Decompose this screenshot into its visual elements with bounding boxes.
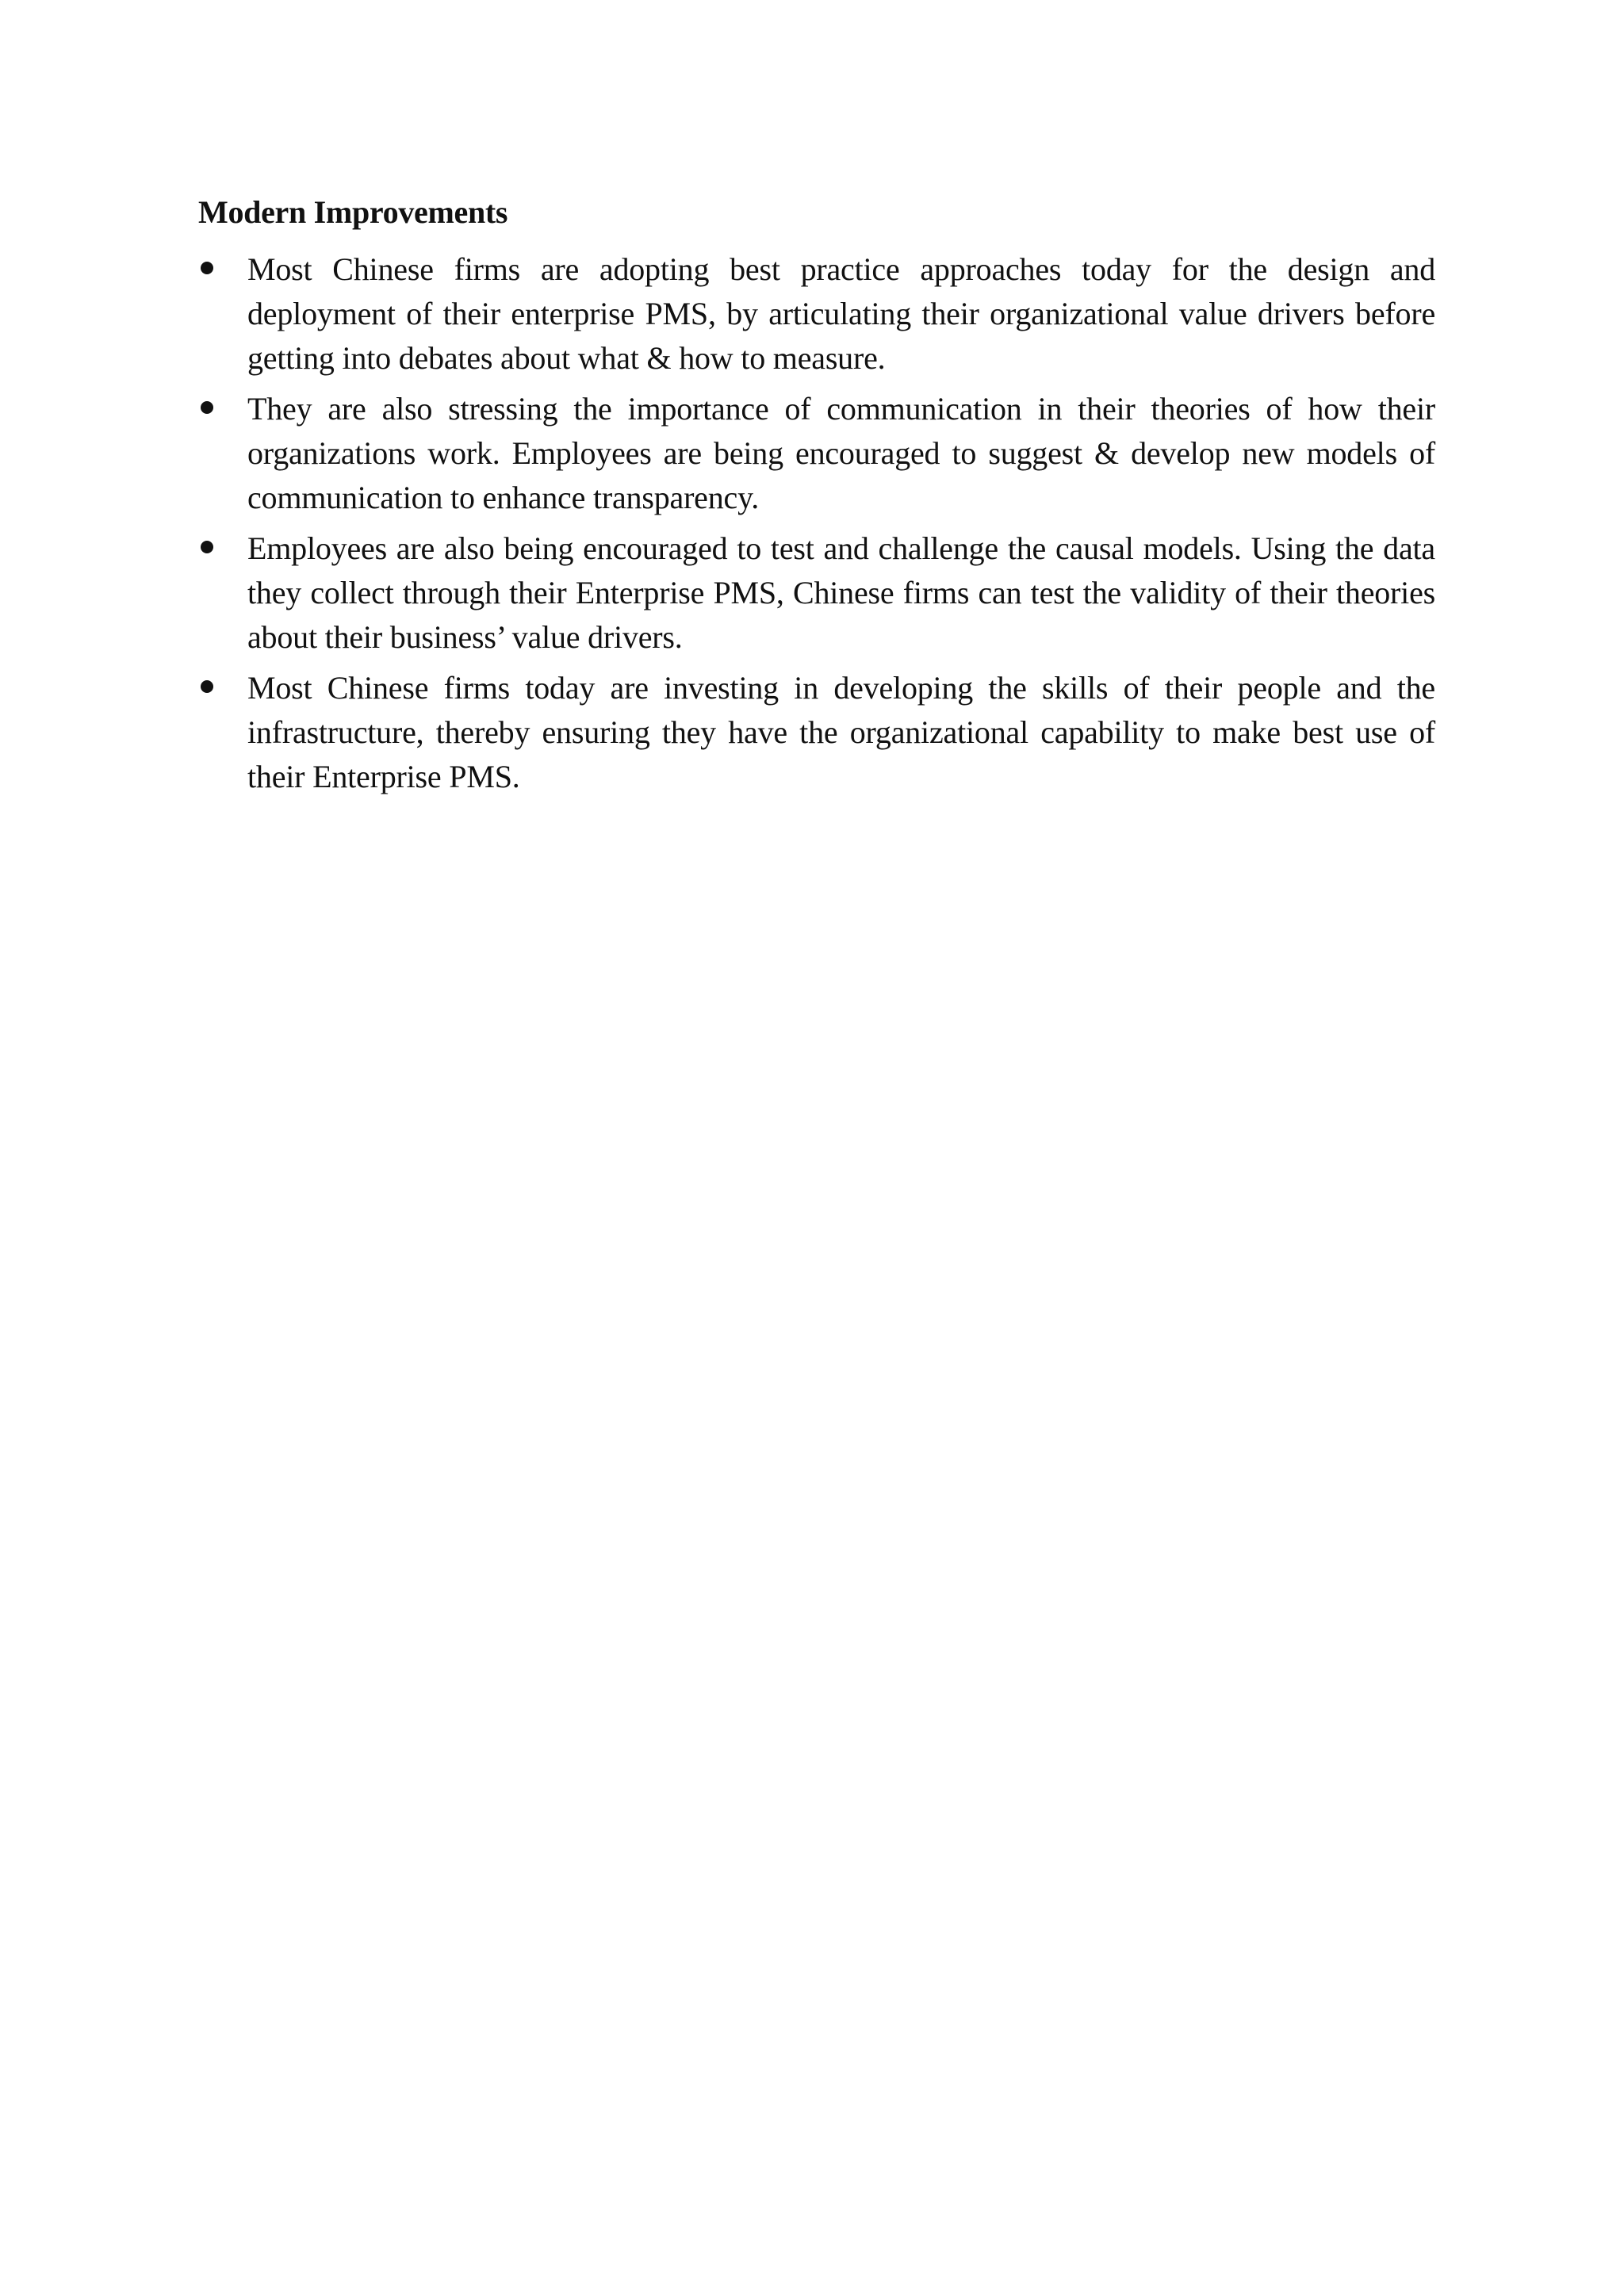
bullet-item [198, 387, 1435, 520]
section-heading: Modern Improvements [198, 194, 508, 230]
bullet-dot-icon [201, 541, 213, 553]
bullet-item [198, 247, 1435, 381]
bullet-item [198, 666, 1435, 799]
bullet-text: Most Chinese firms today are investing in developing the skills of their people and the infrastructure, thereby ensuring they have the organizational capability to make best use of their Enterprise PMS. [247, 670, 1435, 794]
bullet-text: They are also stressing the importance of communication in their theories of how their organizations work. Employees are being encouraged to suggest & develop new models of communication to enhance transparency. [247, 391, 1435, 515]
bullet-dot-icon [201, 262, 213, 274]
bullet-list [198, 247, 1435, 799]
bullet-item [198, 526, 1435, 660]
document-content [198, 189, 1435, 806]
bullet-text: Employees are also being encouraged to test and challenge the causal models. Using the data they collect through their Enterprise PMS, Chinese firms can test the validity of their theories about their business’ value drivers. [247, 530, 1435, 655]
bullet-dot-icon [201, 680, 213, 693]
bullet-dot-icon [201, 401, 213, 414]
bullet-text: Most Chinese firms are adopting best practice approaches today for the design and deployment of their enterprise PMS, by articulating their organizational value drivers before getting into debates about what & how to measure. [247, 251, 1435, 376]
